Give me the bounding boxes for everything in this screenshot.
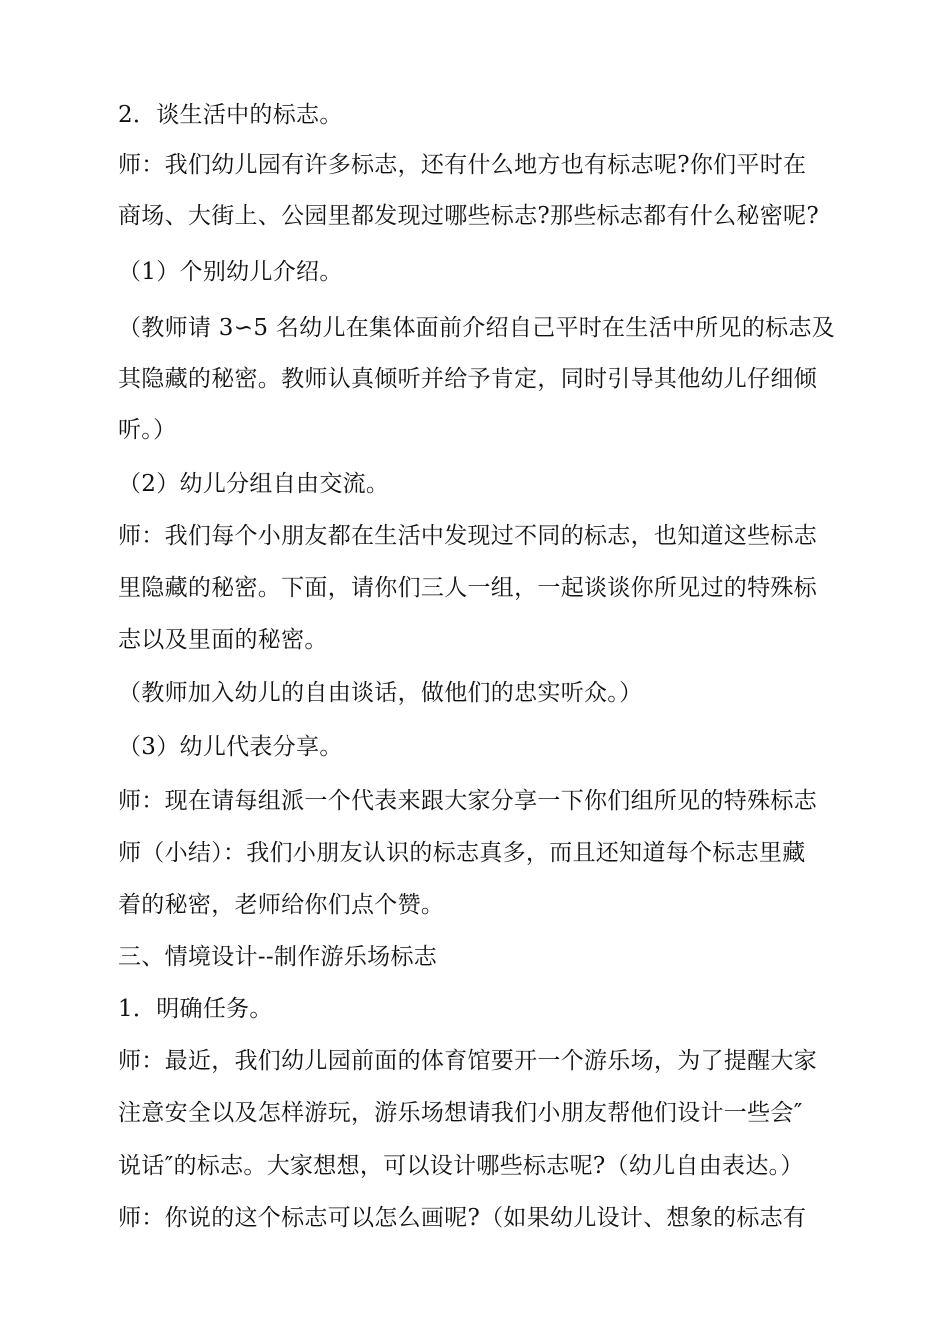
text-line: 着的秘密，老师给你们点个赞。: [118, 892, 445, 918]
text-line: 师（小结）：我们小朋友认识的标志真多，而且还知道每个标志里藏: [118, 840, 806, 866]
text-line: 1．明确任务。: [118, 996, 273, 1022]
text-line: 里隐藏的秘密。下面，请你们三人一组，一起谈谈你所见过的特殊标: [118, 575, 817, 601]
text-line: 商场、大街上、公园里都发现过哪些标志?那些标志都有什么秘密呢?: [118, 203, 819, 229]
text-line: 志以及里面的秘密。: [118, 627, 328, 653]
text-line: 2．谈生活中的标志。: [118, 102, 343, 128]
text-line: 师：你说的这个标志可以怎么画呢?（如果幼儿设计、想象的标志有: [118, 1205, 807, 1231]
text-line: 师：现在请每组派一个代表来跟大家分享一下你们组所见的特殊标志: [118, 788, 817, 814]
text-line: （教师请 3∽5 名幼儿在集体面前介绍自己平时在生活中所见的标志及: [118, 315, 836, 341]
text-line: （2）幼儿分组自由交流。: [118, 471, 390, 497]
text-line: 师：最近，我们幼儿园前面的体育馆要开一个游乐场，为了提醒大家: [118, 1048, 817, 1074]
text-line: 说话″的标志。大家想想，可以设计哪些标志呢?（幼儿自由表达。）: [118, 1153, 804, 1179]
text-line: 注意安全以及怎样游玩，游乐场想请我们小朋友帮他们设计一些会″: [118, 1100, 803, 1126]
text-line: 师：我们每个小朋友都在生活中发现过不同的标志，也知道这些标志: [118, 523, 817, 549]
text-line: 听。）: [118, 417, 177, 443]
text-line: 其隐藏的秘密。教师认真倾听并给予肯定，同时引导其他幼儿仔细倾: [118, 366, 817, 392]
text-line: 三、情境设计--制作游乐场标志: [118, 944, 438, 970]
text-line: （3）幼儿代表分享。: [118, 734, 343, 760]
text-line: 师：我们幼儿园有许多标志，还有什么地方也有标志呢?你们平时在: [118, 152, 807, 178]
text-line: （1）个别幼儿介绍。: [118, 259, 343, 285]
text-line: （教师加入幼儿的自由谈话，做他们的忠实听众。）: [118, 680, 643, 706]
